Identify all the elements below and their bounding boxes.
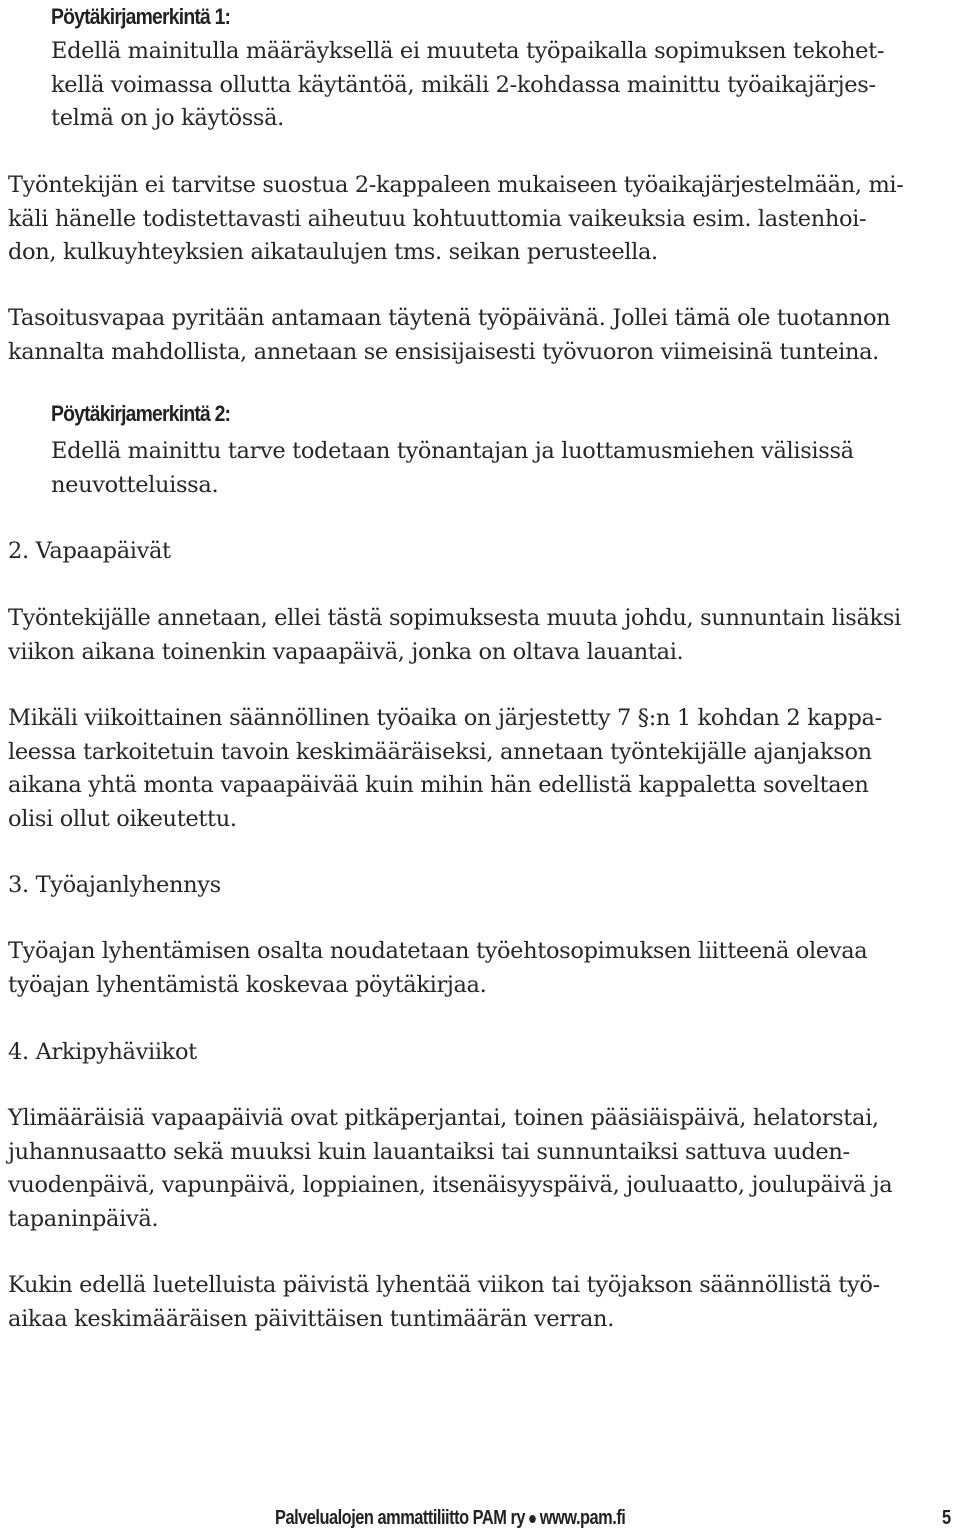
text-line: kannalta mahdollista, annetaan se ensisijaisesti työvuoron viimeisinä tunteina. bbox=[8, 338, 879, 365]
text-line: viikon aikana toinenkin vapaapäivä, jonka on oltava lauantai. bbox=[8, 638, 684, 665]
section-4-heading: 4. Arkipyhäviikot bbox=[8, 1039, 197, 1065]
text-line: Mikäli viikoittainen säännöllinen työaika on järjestetty 7 §:n 1 kohdan 2 kappa- bbox=[8, 705, 882, 731]
text-line: tapaninpäivä. bbox=[8, 1205, 159, 1232]
text-line: neuvotteluissa. bbox=[51, 471, 219, 498]
text-line: Työntekijälle annetaan, ellei tästä sopimuksesta muuta johdu, sunnuntain lisäksi bbox=[8, 605, 901, 631]
protocol-note-2-text bbox=[51, 435, 956, 502]
section-3-paragraph-1 bbox=[8, 935, 956, 1002]
bullet-separator-icon bbox=[529, 1515, 536, 1523]
section-4-paragraph-2 bbox=[8, 1269, 956, 1336]
text-line: vuodenpäivä, vapunpäivä, loppiainen, itsenäisyyspäivä, jouluaatto, joulupäivä ja bbox=[8, 1172, 893, 1198]
text-line: Työajan lyhentämisen osalta noudatetaan työehtosopimuksen liitteenä olevaa bbox=[8, 938, 868, 964]
text-line: telmä on jo käytössä. bbox=[51, 105, 284, 131]
protocol-note-1-text bbox=[51, 35, 956, 136]
text-line: Ylimääräisiä vapaapäiviä ovat pitkäperjantai, toinen pääsiäispäivä, helatorstai, bbox=[8, 1105, 879, 1131]
text-line: Työntekijän ei tarvitse suostua 2-kappaleen mukaiseen työaikajärjestelmään, mi- bbox=[8, 172, 904, 198]
footer-website: www.pam.fi bbox=[539, 1507, 626, 1529]
text-line: kellä voimassa ollutta käytäntöä, mikäli 2-kohdassa mainittu työaikajärjes- bbox=[51, 71, 876, 98]
page-footer bbox=[275, 1503, 955, 1533]
text-line: don, kulkuyhteyksien aikataulujen tms. seikan perusteella. bbox=[8, 239, 658, 265]
paragraph-leveling-leave bbox=[8, 302, 956, 369]
protocol-note-2-title: Pöytäkirjamerkintä 2: bbox=[51, 401, 231, 426]
text-line: käli hänelle todistettavasti aiheutuu kohtuuttomia vaikeuksia esim. lastenhoi- bbox=[8, 205, 867, 232]
footer-organization: Palvelualojen ammattiliitto PAM ry bbox=[275, 1507, 525, 1529]
section-4-paragraph-1 bbox=[8, 1102, 956, 1236]
text-line: juhannusaatto sekä muuksi kuin lauantaiksi tai sunnuntaiksi sattuva uuden- bbox=[8, 1138, 850, 1165]
text-line: Edellä mainittu tarve todetaan työnantajan ja luottamusmiehen välisissä bbox=[51, 438, 854, 464]
paragraph-working-time-consent bbox=[8, 169, 956, 270]
text-line: Kukin edellä luetelluista päivistä lyhentää viikon tai työjakson säännöllistä työ- bbox=[8, 1272, 880, 1298]
text-line: Tasoitusvapaa pyritään antamaan täytenä työpäivänä. Jollei tämä ole tuotannon bbox=[8, 305, 891, 331]
text-line: Edellä mainitulla määräyksellä ei muuteta työpaikalla sopimuksen tekohet- bbox=[51, 38, 885, 64]
section-2-paragraph-2 bbox=[8, 702, 956, 836]
section-2-heading: 2. Vapaapäivät bbox=[8, 538, 171, 564]
protocol-note-1-title: Pöytäkirjamerkintä 1: bbox=[51, 4, 231, 29]
text-line: aikaa keskimääräisen päivittäisen tuntimäärän verran. bbox=[8, 1305, 614, 1332]
section-2-paragraph-1 bbox=[8, 602, 956, 669]
text-line: työajan lyhentämistä koskevaa pöytäkirjaa. bbox=[8, 971, 487, 998]
footer-credit bbox=[275, 1503, 625, 1533]
text-line: leessa tarkoitetuin tavoin keskimääräiseksi, annetaan työntekijälle ajanjakson bbox=[8, 738, 872, 765]
text-line: aikana yhtä monta vapaapäivää kuin mihin hän edellistä kappaletta soveltaen bbox=[8, 772, 869, 798]
page-number: 5 bbox=[941, 1507, 951, 1529]
section-3-heading: 3. Työajanlyhennys bbox=[8, 872, 221, 898]
text-line: olisi ollut oikeutettu. bbox=[8, 805, 237, 832]
